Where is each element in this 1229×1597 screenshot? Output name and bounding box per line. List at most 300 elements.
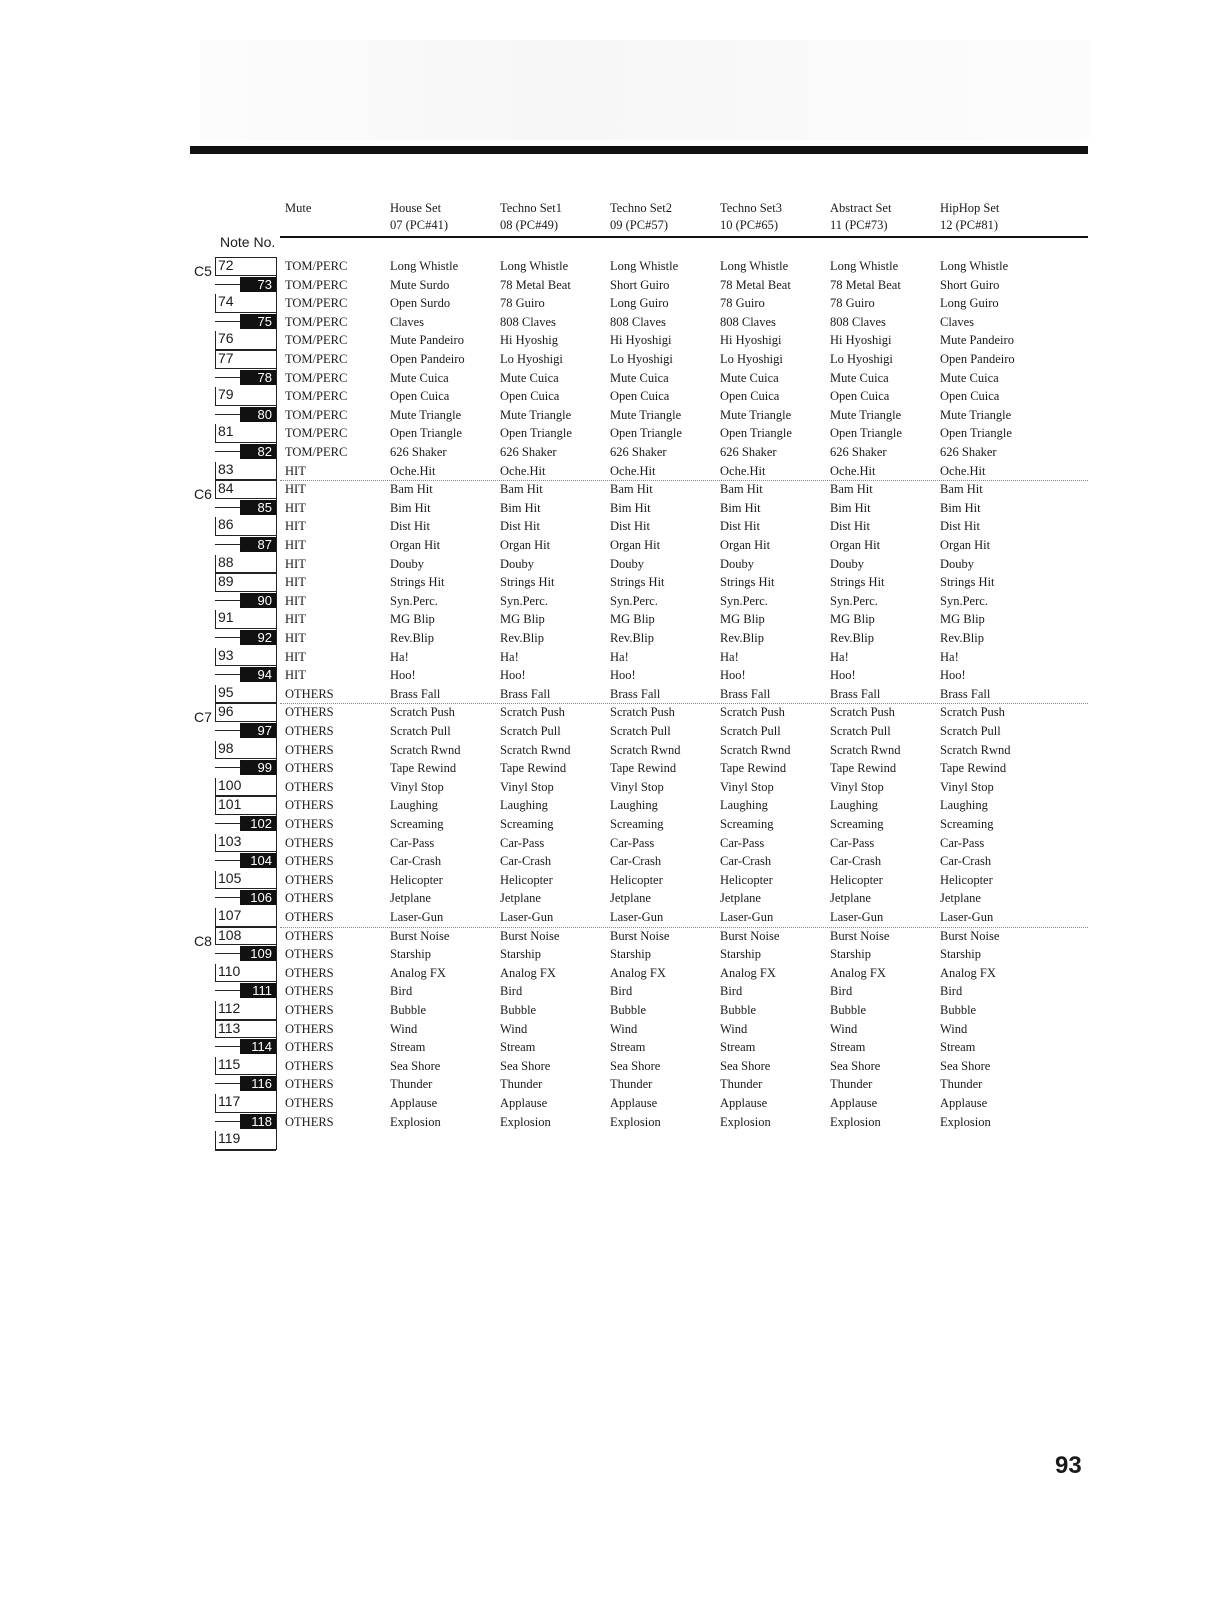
- white-key-note: 103: [215, 834, 276, 853]
- sound-name-cell: Explosion: [390, 1114, 441, 1129]
- sound-name-cell: Starship: [610, 947, 651, 962]
- sound-name-cell: Sea Shore: [610, 1058, 661, 1073]
- sound-name-cell: Claves: [390, 314, 425, 329]
- white-key-note: 115: [215, 1057, 276, 1076]
- sound-name-cell: Bird: [390, 984, 413, 999]
- mute-group-cell: TOM/PERC: [285, 259, 348, 273]
- sound-name-cell: Long Whistle: [500, 259, 569, 273]
- white-key-note: 93: [215, 648, 276, 667]
- sound-name-cell: Burst Noise: [720, 928, 780, 943]
- black-key-note: 87: [240, 537, 276, 552]
- white-key-note: 105: [215, 871, 276, 890]
- sound-name-cell: Laser-Gun: [830, 910, 884, 924]
- sound-name-cell: Long Guiro: [610, 296, 669, 311]
- sound-name-cell: MG Blip: [940, 612, 985, 627]
- sound-name-cell: Scratch Pull: [940, 724, 1001, 738]
- sound-name-cell: Ha!: [390, 649, 409, 664]
- sound-name-cell: Laughing: [830, 798, 878, 813]
- sound-name-cell: Scratch Pull: [720, 724, 781, 738]
- white-key-note: 84: [215, 480, 276, 499]
- sound-name-cell: Douby: [940, 556, 975, 571]
- sound-name-cell: Brass Fall: [610, 686, 661, 701]
- sound-name-cell: 78 Metal Beat: [830, 277, 901, 292]
- sound-name-cell: Analog FX: [500, 965, 556, 980]
- sound-name-cell: Mute Triangle: [610, 407, 682, 422]
- octave-label: C5: [194, 263, 212, 279]
- mute-group-cell: HIT: [285, 668, 306, 683]
- white-key-note: 100: [215, 778, 276, 797]
- sound-name-cell: Screaming: [610, 817, 664, 831]
- sound-name-cell: Wind: [390, 1021, 418, 1036]
- sound-name-cell: 78 Metal Beat: [720, 277, 791, 292]
- sound-name-cell: Car-Pass: [830, 835, 875, 850]
- column-header-title: HipHop Set: [940, 201, 1000, 215]
- sound-name-cell: Oche.Hit: [830, 463, 876, 478]
- keyboard-bottom: [215, 1150, 276, 1151]
- sound-name-cell: Mute Cuica: [720, 370, 779, 385]
- key-divider: [215, 730, 241, 731]
- sound-name-cell: Douby: [610, 556, 645, 571]
- sound-name-cell: Scratch Pull: [830, 724, 891, 738]
- black-key-note: 116: [240, 1076, 276, 1091]
- white-key-note: 76: [215, 331, 276, 350]
- sound-name-cell: Screaming: [500, 817, 554, 831]
- key-divider: [215, 284, 241, 285]
- sound-name-cell: Ha!: [720, 649, 739, 664]
- mute-group-cell: HIT: [285, 482, 306, 497]
- sound-name-cell: Mute Triangle: [500, 407, 572, 422]
- octave-separator: [280, 480, 1088, 481]
- sound-name-cell: Vinyl Stop: [720, 779, 774, 794]
- white-key-note: 91: [215, 610, 276, 629]
- header-decoration: [200, 40, 1090, 140]
- mute-group-cell: OTHERS: [285, 798, 334, 813]
- sound-name-cell: Bird: [830, 984, 853, 999]
- sound-name-cell: Screaming: [390, 817, 444, 831]
- sound-name-cell: Starship: [720, 947, 761, 962]
- sound-name-cell: Stream: [500, 1040, 536, 1055]
- sound-name-cell: Laughing: [720, 798, 768, 813]
- sound-name-cell: Thunder: [500, 1077, 543, 1092]
- sound-name-cell: Bubble: [390, 1003, 427, 1017]
- sound-name-cell: Tape Rewind: [390, 761, 457, 776]
- sound-name-cell: Laughing: [390, 798, 438, 813]
- white-key-note: 117: [215, 1094, 276, 1113]
- sound-name-cell: Bam Hit: [720, 482, 763, 497]
- sound-name-cell: Ha!: [830, 649, 849, 664]
- sound-name-cell: Mute Cuica: [500, 370, 559, 385]
- column-header: [940, 200, 999, 234]
- mute-group-cell: TOM/PERC: [285, 407, 348, 422]
- sound-name-cell: Sea Shore: [940, 1058, 991, 1073]
- sound-name-cell: Dist Hit: [500, 519, 540, 534]
- sound-name-cell: Open Triangle: [390, 426, 462, 441]
- sound-name-cell: Wind: [940, 1021, 968, 1036]
- white-key-note: 119: [215, 1131, 276, 1150]
- mute-group-cell: HIT: [285, 631, 306, 645]
- sound-name-cell: Applause: [830, 1096, 878, 1110]
- sound-name-cell: Scratch Pull: [500, 724, 561, 738]
- sound-name-cell: Brass Fall: [720, 686, 771, 701]
- black-key-note: 97: [240, 723, 276, 738]
- black-key-note: 109: [240, 946, 276, 961]
- sound-name-cell: Car-Pass: [390, 835, 435, 850]
- sound-name-cell: Mute Cuica: [940, 370, 999, 385]
- sound-name-cell: 808 Claves: [610, 314, 666, 329]
- black-key-note: 92: [240, 630, 276, 645]
- sound-name-cell: Open Triangle: [830, 426, 902, 441]
- sound-name-cell: Strings Hit: [390, 575, 445, 590]
- sound-name-cell: Rev.Blip: [390, 631, 434, 645]
- key-divider: [215, 414, 241, 415]
- sound-name-cell: Explosion: [610, 1114, 661, 1129]
- sound-name-cell: Tape Rewind: [500, 761, 567, 776]
- sound-name-cell: Long Whistle: [610, 259, 679, 273]
- sound-name-cell: Helicopter: [830, 872, 883, 887]
- mute-group-cell: OTHERS: [285, 1077, 334, 1092]
- sound-name-cell: Car-Crash: [830, 854, 882, 869]
- keyboard-edge: [276, 257, 277, 1150]
- key-divider: [215, 544, 241, 545]
- sound-name-cell: Hoo!: [720, 668, 746, 683]
- mute-group-cell: HIT: [285, 538, 306, 552]
- sound-name-cell: Laser-Gun: [720, 910, 774, 924]
- sound-name-cell: Bam Hit: [610, 482, 653, 497]
- sound-name-cell: Bubble: [610, 1003, 647, 1017]
- sound-name-cell: Applause: [500, 1096, 548, 1110]
- sound-name-cell: Oche.Hit: [720, 463, 766, 478]
- header-band: [190, 146, 1088, 154]
- sound-name-cell: Car-Pass: [720, 835, 765, 850]
- sound-name-cell: Analog FX: [720, 965, 776, 980]
- mute-group-cell: TOM/PERC: [285, 389, 348, 404]
- sound-name-cell: Starship: [390, 947, 431, 962]
- sound-name-cell: Bim Hit: [940, 500, 981, 515]
- sound-name-cell: Bird: [940, 984, 963, 999]
- sound-name-cell: Thunder: [390, 1077, 433, 1092]
- sound-name-cell: Short Guiro: [940, 277, 1000, 292]
- sound-name-cell: 78 Guiro: [830, 296, 875, 311]
- sound-name-cell: Burst Noise: [940, 928, 1000, 943]
- mute-group-cell: HIT: [285, 463, 306, 478]
- sound-name-cell: Laughing: [500, 798, 548, 813]
- mute-group-cell: OTHERS: [285, 761, 334, 776]
- mute-group-cell: OTHERS: [285, 854, 334, 869]
- sound-name-cell: Oche.Hit: [610, 463, 656, 478]
- sound-name-cell: Stream: [940, 1040, 976, 1055]
- column-header: [610, 200, 672, 234]
- sound-name-cell: Stream: [720, 1040, 756, 1055]
- sound-name-cell: 626 Shaker: [610, 445, 667, 459]
- sound-name-cell: Thunder: [830, 1077, 873, 1092]
- sound-name-cell: Scratch Rwnd: [940, 742, 1011, 757]
- sound-name-cell: Car-Pass: [940, 835, 985, 850]
- white-key-note: 74: [215, 294, 276, 313]
- sound-name-cell: Open Cuica: [500, 389, 560, 404]
- black-key-note: 90: [240, 593, 276, 608]
- sound-name-cell: Laser-Gun: [940, 910, 994, 924]
- sound-name-cell: Bubble: [940, 1003, 977, 1017]
- sound-name-cell: Tape Rewind: [720, 761, 787, 776]
- sound-name-cell: Stream: [390, 1040, 426, 1055]
- white-key-note: 72: [215, 257, 276, 276]
- sound-name-cell: Douby: [830, 556, 865, 571]
- sound-name-cell: Tape Rewind: [940, 761, 1007, 776]
- sound-name-cell: 78 Guiro: [500, 296, 545, 311]
- black-key-note: 104: [240, 853, 276, 868]
- sound-name-cell: Syn.Perc.: [830, 593, 878, 608]
- column-header: [830, 200, 891, 234]
- black-key-note: 85: [240, 500, 276, 515]
- black-key-note: 111: [240, 983, 276, 998]
- key-divider: [215, 897, 241, 898]
- mute-group-cell: OTHERS: [285, 891, 334, 906]
- sound-name-cell: Thunder: [720, 1077, 763, 1092]
- column-header-title: Abstract Set: [830, 201, 892, 215]
- mute-group-cell: OTHERS: [285, 947, 334, 962]
- mute-group-cell: OTHERS: [285, 1058, 334, 1073]
- sound-name-cell: Explosion: [830, 1114, 881, 1129]
- sound-name-cell: Strings Hit: [830, 575, 885, 590]
- sound-name-cell: Wind: [720, 1021, 748, 1036]
- mute-group-cell: OTHERS: [285, 872, 334, 887]
- sound-name-cell: Open Pandeiro: [390, 352, 465, 366]
- sound-name-cell: Tape Rewind: [830, 761, 897, 776]
- black-key-note: 106: [240, 890, 276, 905]
- sound-name-cell: Car-Crash: [390, 854, 442, 869]
- sound-name-cell: Bubble: [720, 1003, 757, 1017]
- sound-name-cell: Analog FX: [830, 965, 886, 980]
- column-header: [720, 200, 782, 234]
- mute-group-cell: HIT: [285, 612, 306, 627]
- sound-name-cell: Scratch Pull: [610, 724, 671, 738]
- sound-name-cell: 78 Guiro: [720, 296, 765, 311]
- mute-group-cell: OTHERS: [285, 1021, 334, 1036]
- sound-name-cell: Long Whistle: [830, 259, 899, 273]
- sound-name-cell: Helicopter: [720, 872, 773, 887]
- header-rule: [280, 236, 1088, 238]
- sound-name-cell: Burst Noise: [390, 928, 450, 943]
- sound-name-cell: Screaming: [940, 817, 994, 831]
- mute-group-cell: OTHERS: [285, 928, 334, 943]
- key-divider: [215, 674, 241, 675]
- sound-name-cell: Explosion: [940, 1114, 991, 1129]
- key-divider: [215, 507, 241, 508]
- octave-separator: [280, 927, 1088, 928]
- sound-name-cell: 78 Metal Beat: [500, 277, 571, 292]
- mute-group-cell: OTHERS: [285, 686, 334, 701]
- column-header-title: Techno Set1: [500, 201, 562, 215]
- sound-name-cell: Mute Pandeiro: [940, 333, 1014, 348]
- mute-group-cell: TOM/PERC: [285, 370, 348, 385]
- sound-name-cell: Wind: [500, 1021, 528, 1036]
- sound-name-cell: Syn.Perc.: [610, 593, 658, 608]
- sound-name-cell: Mute Pandeiro: [390, 333, 464, 348]
- sound-name-cell: Open Triangle: [500, 426, 572, 441]
- sound-name-cell: Scratch Push: [940, 705, 1005, 720]
- sound-name-cell: Open Cuica: [610, 389, 670, 404]
- column-header-program: 07 (PC#41): [390, 218, 448, 232]
- sound-name-cell: Applause: [390, 1096, 438, 1110]
- white-key-note: 98: [215, 741, 276, 760]
- mute-group-cell: OTHERS: [285, 1003, 334, 1017]
- column-header-title: Techno Set2: [610, 201, 672, 215]
- sound-name-cell: Hi Hyoshigi: [720, 333, 782, 348]
- sound-name-cell: Oche.Hit: [390, 463, 436, 478]
- sound-name-cell: Car-Crash: [500, 854, 552, 869]
- sound-name-cell: Scratch Rwnd: [500, 742, 571, 757]
- sound-name-cell: Starship: [500, 947, 541, 962]
- sound-name-cell: Syn.Perc.: [390, 593, 438, 608]
- column-header-program: 10 (PC#65): [720, 218, 778, 232]
- sound-name-cell: Scratch Push: [390, 705, 455, 720]
- sound-name-cell: Rev.Blip: [830, 631, 874, 645]
- sound-name-cell: Jetplane: [390, 891, 431, 906]
- column-header-program: 08 (PC#49): [500, 218, 558, 232]
- key-divider: [215, 953, 241, 954]
- black-key-note: 82: [240, 444, 276, 459]
- white-key-note: 96: [215, 703, 276, 722]
- mute-group-cell: TOM/PERC: [285, 426, 348, 441]
- mute-group-cell: OTHERS: [285, 1040, 334, 1055]
- sound-name-cell: Laughing: [940, 798, 988, 813]
- sound-name-cell: Mute Cuica: [610, 370, 669, 385]
- sound-name-cell: Bubble: [830, 1003, 867, 1017]
- sound-name-cell: Helicopter: [500, 872, 553, 887]
- sound-name-cell: Bim Hit: [830, 500, 871, 515]
- sound-name-cell: 626 Shaker: [830, 445, 887, 459]
- key-divider: [215, 1121, 241, 1122]
- sound-name-cell: Strings Hit: [720, 575, 775, 590]
- mute-group-cell: TOM/PERC: [285, 296, 348, 311]
- sound-name-cell: Syn.Perc.: [940, 593, 988, 608]
- mute-group-cell: HIT: [285, 500, 306, 515]
- sound-name-cell: Oche.Hit: [940, 463, 986, 478]
- sound-name-cell: Starship: [830, 947, 871, 962]
- key-divider: [215, 1083, 241, 1084]
- sound-name-cell: Laser-Gun: [610, 910, 664, 924]
- sound-name-cell: Starship: [940, 947, 981, 962]
- mute-group-cell: OTHERS: [285, 1114, 334, 1129]
- sound-name-cell: Bird: [610, 984, 633, 999]
- sound-name-cell: Strings Hit: [610, 575, 665, 590]
- white-key-note: 110: [215, 964, 276, 983]
- column-header-program: 11 (PC#73): [830, 218, 888, 232]
- mute-group-cell: HIT: [285, 519, 306, 534]
- white-key-note: 81: [215, 424, 276, 443]
- sound-name-cell: Explosion: [500, 1114, 551, 1129]
- sound-name-cell: Bam Hit: [390, 482, 433, 497]
- sound-name-cell: MG Blip: [610, 612, 655, 627]
- column-header-title: Techno Set3: [720, 201, 782, 215]
- sound-name-cell: Hoo!: [390, 668, 416, 683]
- sound-name-cell: Organ Hit: [830, 538, 881, 552]
- sound-name-cell: Car-Crash: [940, 854, 992, 869]
- note-no-label: Note No.: [220, 234, 276, 250]
- key-divider: [215, 860, 241, 861]
- black-key-note: 118: [240, 1114, 276, 1129]
- sound-name-cell: Car-Pass: [500, 835, 545, 850]
- sound-name-cell: Open Triangle: [940, 426, 1012, 441]
- mute-group-cell: OTHERS: [285, 835, 334, 850]
- sound-name-cell: Bim Hit: [500, 500, 541, 515]
- sound-name-cell: Bam Hit: [830, 482, 873, 497]
- octave-label: C7: [194, 709, 212, 726]
- sound-name-cell: Hoo!: [940, 668, 966, 683]
- sound-name-cell: Applause: [940, 1096, 988, 1110]
- sound-name-cell: Lo Hyoshigi: [500, 352, 563, 366]
- sound-name-cell: Car-Crash: [720, 854, 772, 869]
- black-key-note: 75: [240, 314, 276, 329]
- sound-name-cell: Strings Hit: [940, 575, 995, 590]
- mute-group-cell: OTHERS: [285, 1096, 334, 1110]
- sound-name-cell: MG Blip: [720, 612, 765, 627]
- sound-name-cell: Brass Fall: [500, 686, 551, 701]
- sound-name-cell: 626 Shaker: [500, 445, 557, 459]
- sound-name-cell: Jetplane: [720, 891, 761, 906]
- sound-name-cell: Vinyl Stop: [610, 779, 664, 794]
- sound-name-cell: Lo Hyoshigi: [830, 352, 893, 366]
- sound-name-cell: MG Blip: [500, 612, 545, 627]
- key-divider: [215, 600, 241, 601]
- sound-name-cell: Mute Triangle: [390, 407, 462, 422]
- mute-group-cell: OTHERS: [285, 817, 334, 831]
- mute-group-cell: HIT: [285, 649, 306, 664]
- sound-name-cell: Bam Hit: [940, 482, 983, 497]
- mute-group-cell: HIT: [285, 593, 306, 608]
- sound-name-cell: Jetplane: [940, 891, 981, 906]
- sound-name-cell: Analog FX: [940, 965, 996, 980]
- sound-name-cell: Brass Fall: [830, 686, 881, 701]
- mute-group-cell: TOM/PERC: [285, 314, 348, 329]
- mute-group-cell: OTHERS: [285, 705, 334, 720]
- column-header-program: 12 (PC#81): [940, 218, 998, 232]
- sound-name-cell: Lo Hyoshigi: [720, 352, 783, 366]
- sound-name-cell: Scratch Push: [830, 705, 895, 720]
- sound-name-cell: MG Blip: [390, 612, 435, 627]
- white-key-note: 107: [215, 908, 276, 927]
- sound-name-cell: Screaming: [830, 817, 884, 831]
- sound-name-cell: Bim Hit: [720, 500, 761, 515]
- sound-name-cell: Laser-Gun: [500, 910, 554, 924]
- octave-label: C6: [194, 486, 212, 503]
- column-header-title: House Set: [390, 201, 442, 215]
- sound-name-cell: Organ Hit: [720, 538, 771, 552]
- black-key-note: 94: [240, 667, 276, 682]
- sound-name-cell: Open Cuica: [830, 389, 890, 404]
- white-key-note: 95: [215, 685, 276, 704]
- sound-name-cell: 626 Shaker: [940, 445, 997, 459]
- key-divider: [215, 321, 241, 322]
- black-key-note: 99: [240, 760, 276, 775]
- sound-name-cell: Syn.Perc.: [500, 593, 548, 608]
- sound-name-cell: Laser-Gun: [390, 910, 444, 924]
- sound-name-cell: Scratch Rwnd: [610, 742, 681, 757]
- sound-name-cell: 808 Claves: [500, 314, 556, 329]
- sound-name-cell: Organ Hit: [390, 538, 441, 552]
- sound-name-cell: Dist Hit: [720, 519, 760, 534]
- sound-name-cell: Scratch Pull: [390, 724, 451, 738]
- black-key-note: 80: [240, 407, 276, 422]
- sound-name-cell: Helicopter: [610, 872, 663, 887]
- sound-name-cell: Thunder: [610, 1077, 653, 1092]
- sound-name-cell: Open Cuica: [720, 389, 780, 404]
- mute-group-cell: TOM/PERC: [285, 445, 348, 459]
- column-header: [285, 200, 311, 217]
- sound-name-cell: Applause: [720, 1096, 768, 1110]
- sound-name-cell: Open Triangle: [720, 426, 792, 441]
- sound-name-cell: Long Whistle: [940, 259, 1009, 273]
